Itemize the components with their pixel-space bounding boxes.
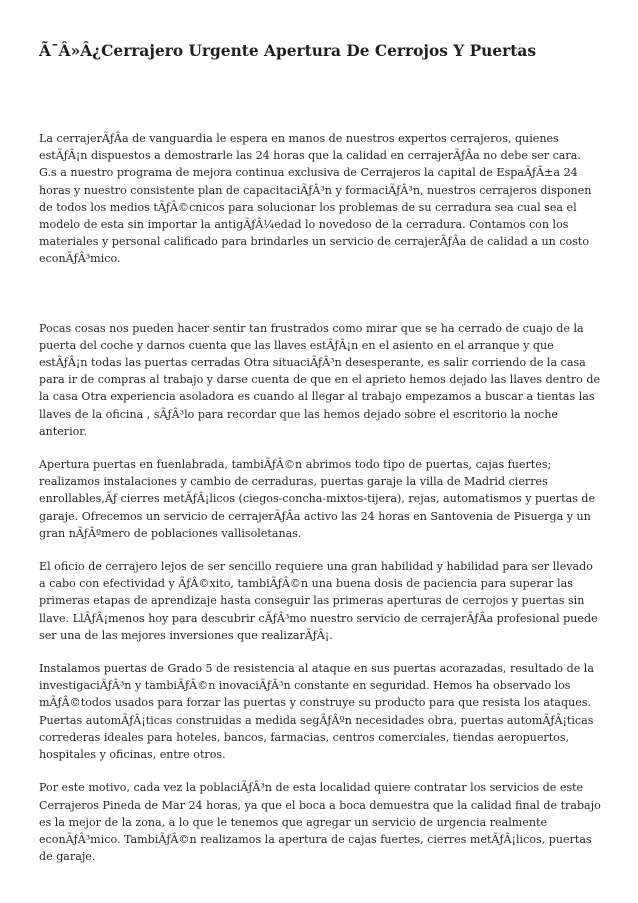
paragraph-6: Por este motivo, cada vez la poblaciÃƒÂ³n de esta localidad quiere contratar los servicios de este Cerrajeros Pineda de Mar 24 horas, ya que el boca a boca demuestra que la calidad final de trabajo es la mejor de la zona, a lo que le tenemos que agregar un servicio de urgencia realmente econÃƒÂ³mico. TambiÃƒÂ©n realizamos la apertura de cajas fuertes, cierres metÃƒÂ¡licos, puertas de garaje. — [39, 781, 601, 864]
page-title: Ã¯Â»Â¿Cerrajero Urgente Apertura De Cerrojos Y Puertas — [39, 42, 536, 60]
paragraph-5: Instalamos puertas de Grado 5 de resistencia al ataque en sus puertas acorazadas, resultado de la investigaciÃƒÂ³n y tambiÃƒÂ©n inovaciÃƒÂ³n constante en seguridad. Hemos ha observado los mÃƒÂ©todos usados para forzar las puertas y construye su producto para que resista los ataques. Puertas automÃƒÂ¡ticas construidas a medida segÃƒÂºn necesidades obra, puertas automÃƒÂ¡ticas correderas ideales para hoteles, bancos, farmacias, centros comerciales, tiendas aeropuertos, hospitales y oficinas, entre otros. — [39, 662, 594, 762]
paragraph-4: El oficio de cerrajero lejos de ser sencillo requiere una gran habilidad y habilidad para ser llevado a cabo con efectividad y ÃƒÂ©xito, tambiÃƒÂ©n una buena dosis de paciencia para superar las primeras etapas de aprendizaje hasta conseguir las primeras aperturas de cerrojos y puertas sin llave. LlÃƒÂ¡menos hoy para descubrir cÃƒÂ³mo nuestro servicio de cerrajerÃƒÂa profesional puede ser una de las mejores inversiones que realizarÃƒÂ¡. — [39, 560, 598, 642]
paragraph-3: Apertura puertas en fuenlabrada, tambiÃƒÂ©n abrimos todo tipo de puertas, cajas fuertes; realizamos instalaciones y cambio de cerraduras, puertas garaje la villa de Madrid cierres enrollables,Ãƒ cierres metÃƒÂ¡licos (ciegos-concha-mixtos-tijera), rejas, automatismos y puertas de garaje. Ofrecemos un servicio de cerrajerÃƒÂa activo las 24 horas en Santovenia de Pisuerga y un gran nÃƒÂºmero de poblaciones vallisoletanas. — [39, 458, 596, 540]
paragraph-1: La cerrajerÃƒÂa de vanguardia le espera en manos de nuestros expertos cerrajeros, quienes estÃƒÂ¡n dispuestos a demostrarle las 24 horas que la calidad en cerrajerÃƒÂa no debe ser cara. G.s a nuestro programa de mejora continua exclusiva de Cerrajeros la capital de EspaÃƒÂ±a 24 horas y nuestro consistente plan de capacitaciÃƒÂ³n y formaciÃƒÂ³n, nuestros cerrajeros disponen de todos los medios tÃƒÂ©cnicos para solucionar los problemas de su cerradura sea cual sea el modelo de esta sin importar la antigÃƒÂ¼edad lo novedoso de la cerradura. Contamos con los materiales y personal calificado para brindarles un servicio de cerrajerÃƒÂa de calidad a un costo econÃƒÂ³mico. — [39, 132, 592, 266]
article-body — [39, 130, 601, 881]
paragraph-2: Pocas cosas nos pueden hacer sentir tan frustrados como mirar que se ha cerrado de cuajo de la puerta del coche y darnos cuenta que las llaves estÃƒÂ¡n en el asiento en el arranque y que estÃƒÂ¡n todas las puertas cerradas Otra situaciÃƒÂ³n desesperante, es salir corriendo de la casa para ir de compras al trabajo y darse cuenta de que en el aprieto hemos dejado las llaves dentro de la casa Otra experiencia asoladora es cuando al llegar al trabajo empezamos a buscar a tientas las llaves de la oficina , sÃƒÂ³lo para recordar que las hemos dejado sobre el escritorio la noche anterior. — [39, 321, 601, 438]
